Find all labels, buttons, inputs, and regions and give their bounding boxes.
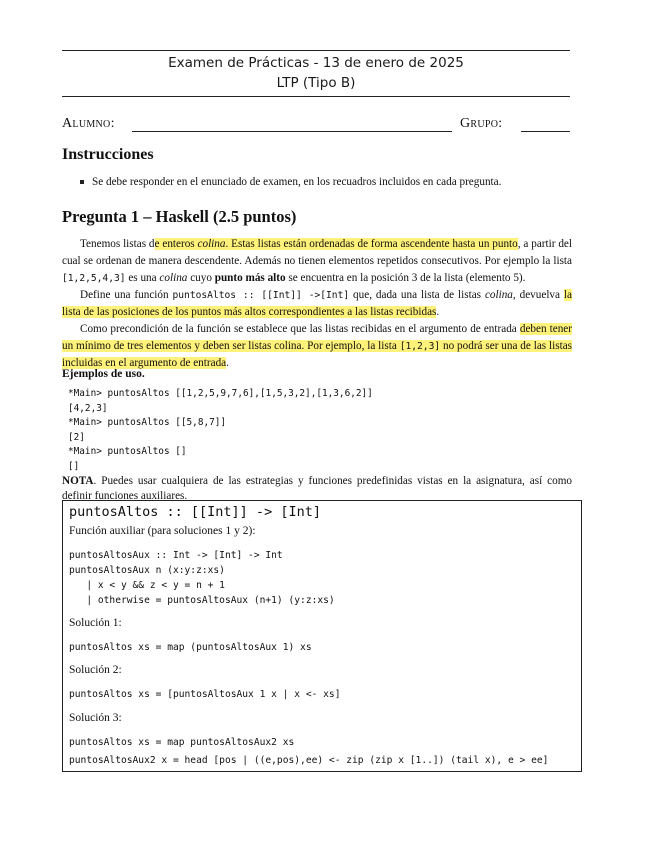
instruction-text: Se debe responder en el enunciado de examen, en los recuadros incluidos en cada pregunta. [92,176,502,188]
code-line: puntosAltos xs = map puntosAltosAux2 xs [69,737,295,748]
answer-box[interactable] [62,500,582,772]
instructions-title: Instrucciones [62,146,154,163]
solution-1-label: Solución 1: [69,617,122,629]
student-label: Alumno: [62,116,115,131]
example-line: [4,2,3] [68,403,108,414]
answer-signature: puntosAltos :: [[Int]] -> [Int] [69,504,321,520]
code-line: | otherwise = puntosAltosAux (n+1) (y:z:xs) [69,595,335,606]
student-name-line[interactable] [132,131,452,132]
course-title: LTP (Tipo B) [276,75,356,91]
highlight: e enteros colina. Estas listas están ordenadas de forma ascendente hasta un punto [154,238,518,250]
group-label: Grupo: [460,116,503,131]
paragraph-1: Tenemos listas de enteros colina. Estas listas están ordenadas de forma ascendente hasta un punto, a partir del cual se ordenan de manera descendente. Además no tienen elementos repetidos consecutivos. Por ejemplo la lista [1,2,5,4,3] es una colina cuyo punto más alto se encuentra en la posición 3 de la lista (elemento 5). [62,238,572,284]
code-line: puntosAltosAux2 x = head [pos | ((e,pos),ee) <- zip (zip x [1..]) (tail x), e > ee] [69,755,549,766]
highlight: la lista de las posiciones de los puntos más altos correspondientes a las listas recibidas [62,289,572,318]
example-line: [2] [68,432,85,443]
question-body [62,236,572,372]
question-title: Pregunta 1 – Haskell (2.5 puntos) [62,207,297,226]
paragraph-2: Define una función puntosAltos :: [[Int]] ->[Int] que, dada una lista de listas colina, devuelva la lista de las posiciones de los puntos más altos correspondientes a las listas recibidas. [62,289,572,318]
code-line: puntosAltosAux n (x:y:z:xs) [69,565,225,576]
code-line: puntosAltos xs = [puntosAltosAux 1 x | x <- xs] [69,689,341,700]
aux-label: Función auxiliar (para soluciones 1 y 2): [69,525,256,537]
example-line: *Main> puntosAltos [[5,8,7]] [68,417,227,428]
example-line: *Main> puntosAltos [] [68,446,187,457]
instruction-item [80,176,501,188]
group-line[interactable] [521,131,570,132]
header-rule-bottom [62,96,570,97]
paragraph-3: Como precondición de la función se establece que las listas recibidas en el argumento de entrada deben tener un mínimo de tres elementos y deben ser listas colina. Por ejemplo, la lista [1,2,3] no podrá ser una de las listas incluidas en el argumento de entrada. [62,323,573,369]
example-line: *Main> puntosAltos [[1,2,5,9,7,6],[1,5,3,2],[1,3,6,2]] [68,388,373,399]
highlight: deben tener un mínimo de tres elementos y deben ser listas colina. Por ejemplo, la lista [1,2,3] no podrá ser una de las listas incluidas en el argumento de entrada [62,323,573,369]
exam-title: Examen de Prácticas - 13 de enero de 2025 [168,55,464,71]
note-text: . Puedes usar cualquiera de las estrategias y funciones predefinidas vistas en la asignatura, así como definir funciones auxiliares. [62,475,572,502]
header-rule-top [62,50,570,51]
code-line: puntosAltosAux :: Int -> [Int] -> Int [69,550,283,561]
code-line: | x < y && z < y = n + 1 [69,580,225,591]
solution-3-label: Solución 3: [69,712,122,724]
code-line: puntosAltos xs = map (puntosAltosAux 1) xs [69,642,312,653]
example-line: [] [68,461,80,472]
examples-title: Ejemplos de uso. [62,368,145,380]
solution-2-label: Solución 2: [69,664,122,676]
note-label: NOTA [62,475,94,487]
bullet-icon [80,180,84,184]
